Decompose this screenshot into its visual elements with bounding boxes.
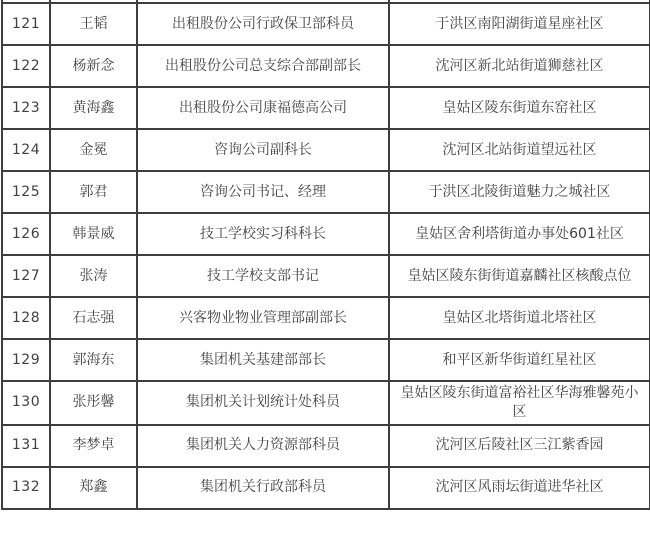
- position-cell: 咨询公司副科长: [137, 129, 389, 171]
- location-cell: 皇姑区北塔街道北塔社区: [389, 297, 650, 339]
- location-cell: 和平区新华街道红星社区: [389, 339, 650, 381]
- location-cell: 沈河区风雨坛街道进华社区: [389, 467, 650, 509]
- row-number-cell: 128: [2, 297, 50, 339]
- row-number-cell: 132: [2, 467, 50, 509]
- row-number-cell: 124: [2, 129, 50, 171]
- table-row: [2, 381, 650, 425]
- table-row: [2, 297, 650, 339]
- row-number-cell: 125: [2, 171, 50, 213]
- row-number-cell: 130: [2, 381, 50, 425]
- personnel-roster-table: [1, 0, 650, 510]
- name-cell: 郭海东: [50, 339, 137, 381]
- table-row: [2, 129, 650, 171]
- position-cell: 咨询公司书记、经理: [137, 171, 389, 213]
- position-cell: 集团机关人力资源部科员: [137, 425, 389, 467]
- table-row: [2, 213, 650, 255]
- location-cell: 皇姑区陵东街道东窑社区: [389, 87, 650, 129]
- table-row: [2, 87, 650, 129]
- table-row: [2, 467, 650, 509]
- position-cell: 集团机关计划统计处科员: [137, 381, 389, 425]
- location-cell: 皇姑区陵东街街道嘉麟社区核酸点位: [389, 255, 650, 297]
- name-cell: 郑鑫: [50, 467, 137, 509]
- position-cell: 出租股份公司康福德高公司: [137, 87, 389, 129]
- table-row: [2, 3, 650, 45]
- name-cell: 黄海鑫: [50, 87, 137, 129]
- position-cell: 技工学校实习科科长: [137, 213, 389, 255]
- name-cell: 张彤馨: [50, 381, 137, 425]
- row-number-cell: 126: [2, 213, 50, 255]
- row-number-cell: 129: [2, 339, 50, 381]
- name-cell: 王韬: [50, 3, 137, 45]
- name-cell: 石志强: [50, 297, 137, 339]
- table-row: [2, 171, 650, 213]
- table-row: [2, 339, 650, 381]
- location-cell: 于洪区南阳湖街道星座社区: [389, 3, 650, 45]
- location-cell: 皇姑区舍利塔街道办事处601社区: [389, 213, 650, 255]
- name-cell: 韩景威: [50, 213, 137, 255]
- row-number-cell: 122: [2, 45, 50, 87]
- location-cell: 皇姑区陵东街道富裕社区华海雅馨苑小区: [389, 381, 650, 425]
- name-cell: 郭君: [50, 171, 137, 213]
- position-cell: 出租股份公司总支综合部副部长: [137, 45, 389, 87]
- position-cell: 出租股份公司行政保卫部科员: [137, 3, 389, 45]
- table-row: [2, 425, 650, 467]
- location-cell: 沈河区北站街道望远社区: [389, 129, 650, 171]
- name-cell: 金冕: [50, 129, 137, 171]
- location-cell: 沈河区新北站街道狮慈社区: [389, 45, 650, 87]
- table-row: [2, 45, 650, 87]
- row-number-cell: 127: [2, 255, 50, 297]
- position-cell: 兴客物业物业管理部副部长: [137, 297, 389, 339]
- position-cell: 集团机关行政部科员: [137, 467, 389, 509]
- position-cell: 技工学校支部书记: [137, 255, 389, 297]
- name-cell: 杨新念: [50, 45, 137, 87]
- row-number-cell: 131: [2, 425, 50, 467]
- table-row: [2, 255, 650, 297]
- name-cell: 李梦卓: [50, 425, 137, 467]
- name-cell: 张涛: [50, 255, 137, 297]
- row-number-cell: 123: [2, 87, 50, 129]
- location-cell: 沈河区后陵社区三江紫香园: [389, 425, 650, 467]
- location-cell: 于洪区北陵街道魅力之城社区: [389, 171, 650, 213]
- row-number-cell: 121: [2, 3, 50, 45]
- position-cell: 集团机关基建部部长: [137, 339, 389, 381]
